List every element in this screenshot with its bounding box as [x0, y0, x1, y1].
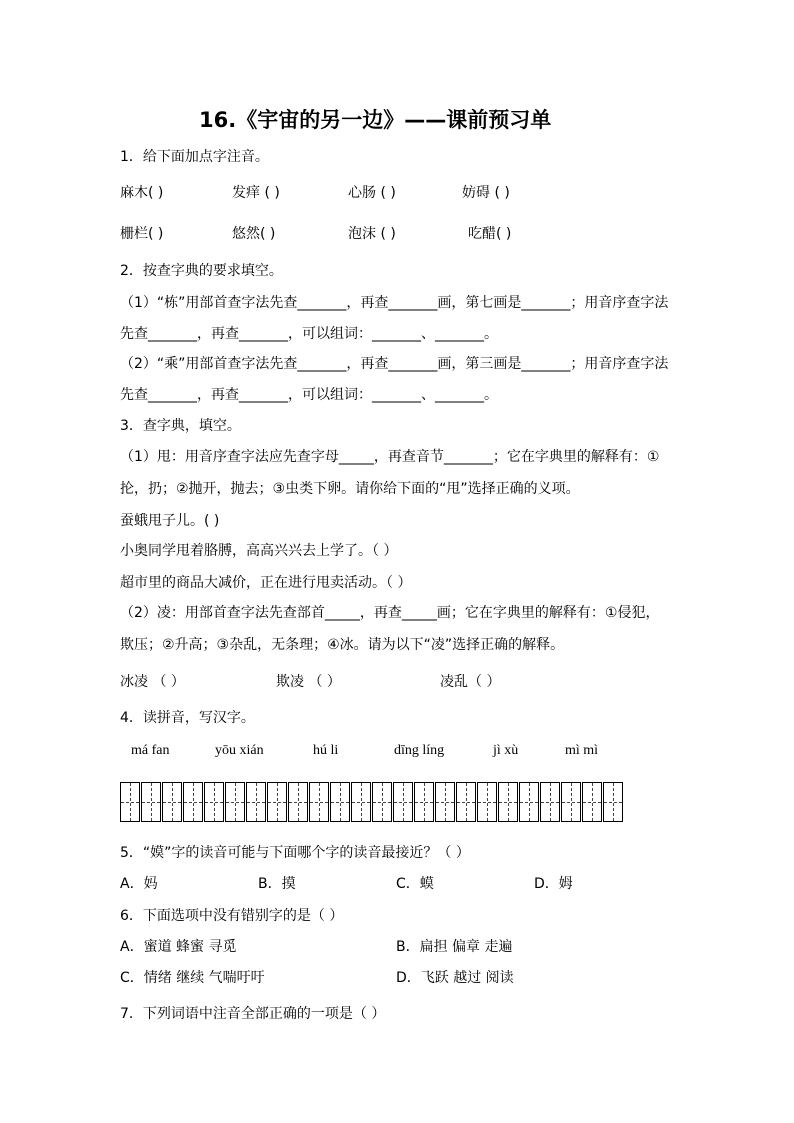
q1-item: 泡沫 ( )	[348, 226, 396, 242]
q2-line: 先查_______，再查_______，可以组词：_______、_______。	[120, 387, 498, 403]
q5-option: A．妈	[120, 876, 158, 892]
q3-line: 超市里的商品大减价，正在进行甩卖活动。（ ）	[120, 575, 412, 591]
grid-cell[interactable]	[582, 782, 602, 822]
q1-item: 栅栏( )	[120, 226, 164, 242]
q1-item: 悠然( )	[232, 226, 276, 242]
q2-heading: 2．按查字典的要求填空。	[120, 263, 283, 279]
q2-line: （2）“乘”用部首查字法先查_______，再查_______画，第三画是_______；用音序查字法	[120, 356, 669, 372]
q6-option: B．扁担 偏章 走遍	[396, 939, 513, 955]
pinyin-label: dīng líng	[394, 743, 445, 758]
grid-cell[interactable]	[225, 782, 245, 822]
grid-cell[interactable]	[414, 782, 434, 822]
q1-item: 妨碍 ( )	[462, 185, 510, 201]
q6-option: A．蜜道 蜂蜜 寻觅	[120, 939, 237, 955]
grid-cell[interactable]	[540, 782, 560, 822]
grid-cell[interactable]	[204, 782, 224, 822]
q5-heading: 5．“嫫”字的读音可能与下面哪个字的读音最接近？（ ）	[120, 845, 470, 861]
pinyin-label: mì mì	[565, 743, 599, 758]
q3-line: 欺压；②升高；③杂乱，无条理；④冰。请为以下“凌”选择正确的解释。	[120, 637, 565, 653]
q3-line: 蚕蛾甩子儿。( )	[120, 513, 220, 529]
grid-cell[interactable]	[288, 782, 308, 822]
q3-choice: 冰凌 （ ）	[120, 674, 185, 690]
q6-option: C．情绪 继续 气喘吁吁	[120, 970, 265, 986]
q1-item: 麻木( )	[120, 185, 164, 201]
pinyin-label: má fan	[131, 743, 170, 758]
q3-line: （1）甩：用音序查字法应先查字母_____，再查音节_______；它在字典里的解释有：①	[120, 449, 660, 465]
q2-line: （1）“栋”用部首查字法先查_______，再查_______画，第七画是_______；用音序查字法	[120, 295, 669, 311]
grid-cell[interactable]	[435, 782, 455, 822]
q2-line: 先查_______，再查_______，可以组词：_______、_______。	[120, 326, 498, 342]
q5-option: C．蟆	[396, 876, 434, 892]
grid-cell[interactable]	[393, 782, 413, 822]
grid-cell[interactable]	[183, 782, 203, 822]
q6-option: D．飞跃 越过 阅读	[396, 970, 514, 986]
grid-cell[interactable]	[120, 782, 140, 822]
grid-cell[interactable]	[372, 782, 392, 822]
q3-choice: 欺凌 （ ）	[276, 674, 341, 690]
q4-heading: 4．读拼音，写汉字。	[120, 710, 255, 726]
q3-line: 抡，扔；②抛开，抛去；③虫类下卵。请你给下面的“甩”选择正确的义项。	[120, 481, 580, 497]
q3-heading: 3．查字典，填空。	[120, 418, 241, 434]
writing-grid[interactable]	[120, 782, 622, 822]
grid-cell[interactable]	[246, 782, 266, 822]
q7-heading: 7．下列词语中注音全部正确的一项是（ ）	[120, 1006, 386, 1022]
grid-cell[interactable]	[351, 782, 371, 822]
grid-cell[interactable]	[519, 782, 539, 822]
pinyin-label: hú li	[313, 743, 339, 758]
q5-option: D．姆	[534, 876, 573, 892]
q6-heading: 6．下面选项中没有错别字的是（ ）	[120, 908, 344, 924]
q5-option: B．摸	[258, 876, 296, 892]
q3-choice: 凌乱（ ）	[440, 674, 501, 690]
grid-cell[interactable]	[603, 782, 623, 822]
page-title: 16.《宇宙的另一边》——课前预习单	[199, 108, 552, 132]
grid-cell[interactable]	[498, 782, 518, 822]
grid-cell[interactable]	[477, 782, 497, 822]
grid-cell[interactable]	[456, 782, 476, 822]
grid-cell[interactable]	[330, 782, 350, 822]
q1-item: 发痒 ( )	[232, 185, 280, 201]
grid-cell[interactable]	[561, 782, 581, 822]
q3-line: 小奥同学甩着胳膊，高高兴兴去上学了。（ ）	[120, 543, 398, 559]
grid-cell[interactable]	[309, 782, 329, 822]
q1-heading: 1．给下面加点字注音。	[120, 149, 269, 165]
pinyin-label: yōu xián	[215, 743, 264, 758]
grid-cell[interactable]	[267, 782, 287, 822]
grid-cell[interactable]	[141, 782, 161, 822]
q1-item: 心肠 ( )	[348, 185, 396, 201]
pinyin-label: jì xù	[493, 743, 519, 758]
q3-line: （2）凌：用部首查字法先查部首_____，再查_____画；它在字典里的解释有：①侵犯，	[120, 605, 660, 621]
q1-item: 吃醋( )	[468, 226, 512, 242]
grid-cell[interactable]	[162, 782, 182, 822]
